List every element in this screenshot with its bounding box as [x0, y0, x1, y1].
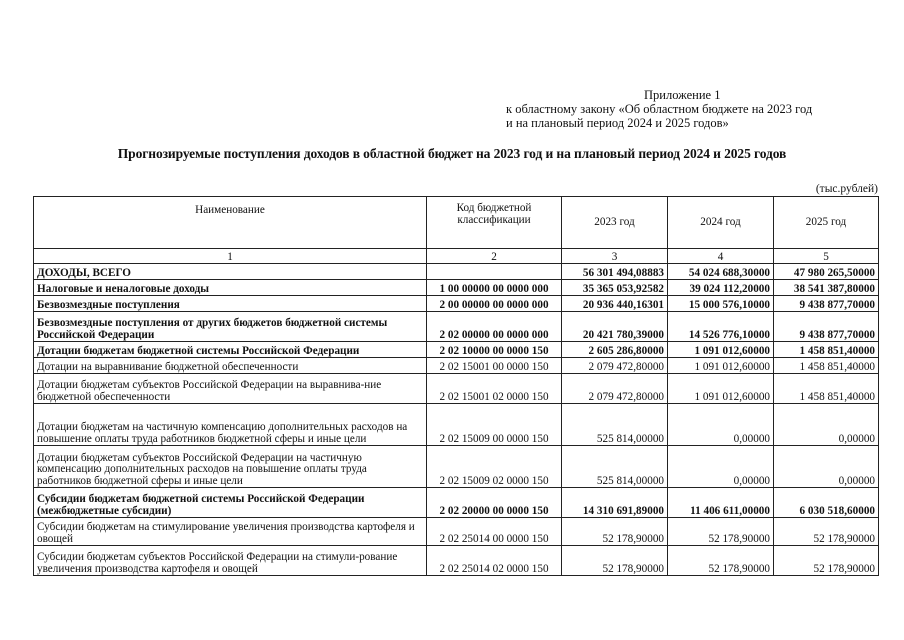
row-name: Безвозмездные поступления от других бюджетов бюджетной системы Российской Федерации: [34, 312, 427, 342]
header-2025: 2025 год: [774, 197, 879, 249]
table-row: [34, 404, 879, 446]
row-2025: 9 438 877,70000: [774, 296, 879, 312]
row-name: Налоговые и неналоговые доходы: [34, 280, 427, 296]
row-name: Дотации бюджетам субъектов Российской Федерации на частичную компенсацию дополнительных расходов на повышение оплаты труда работников бюджетной сферы и иные цели: [34, 446, 427, 488]
row-2023: 52 178,90000: [562, 546, 668, 576]
row-2023: 2 079 472,80000: [562, 358, 668, 374]
table-row: [34, 488, 879, 518]
appendix-note: [500, 88, 890, 130]
row-2023: 14 310 691,89000: [562, 488, 668, 518]
table-row: [34, 358, 879, 374]
row-2023: 35 365 053,92582: [562, 280, 668, 296]
row-2025: 1 458 851,40000: [774, 374, 879, 404]
row-name: Дотации бюджетам бюджетной системы Российской Федерации: [34, 342, 427, 358]
row-code: 2 02 15001 00 0000 150: [427, 358, 562, 374]
row-code: 2 00 00000 00 0000 000: [427, 296, 562, 312]
table-row: [34, 374, 879, 404]
row-2023: 52 178,90000: [562, 518, 668, 546]
row-2024: 1 091 012,60000: [668, 342, 774, 358]
row-2023: 2 079 472,80000: [562, 374, 668, 404]
row-2023: 2 605 286,80000: [562, 342, 668, 358]
row-code: 2 02 10000 00 0000 150: [427, 342, 562, 358]
row-2025: 1 458 851,40000: [774, 358, 879, 374]
table-row: [34, 446, 879, 488]
row-2023: 525 814,00000: [562, 446, 668, 488]
appendix-line-1: Приложение 1: [644, 88, 721, 102]
row-code: 2 02 25014 00 0000 150: [427, 518, 562, 546]
column-number-row: [34, 249, 879, 264]
row-code: 2 02 20000 00 0000 150: [427, 488, 562, 518]
row-code: 2 02 15009 00 0000 150: [427, 404, 562, 446]
header-2023: 2023 год: [562, 197, 668, 249]
document-title: Прогнозируемые поступления доходов в областной бюджет на 2023 год и на плановый период 2024 и 2025 годов: [117, 146, 787, 161]
appendix-line-3: и на плановый период 2024 и 2025 годов»: [506, 116, 729, 130]
row-2025: 1 458 851,40000: [774, 342, 879, 358]
header-code: Код бюджетной классификации: [427, 197, 562, 249]
table-row: [34, 546, 879, 576]
row-2024: 0,00000: [668, 446, 774, 488]
row-2024: 15 000 576,10000: [668, 296, 774, 312]
row-2025: 47 980 265,50000: [774, 264, 879, 280]
table-row: [34, 312, 879, 342]
row-2025: 38 541 387,80000: [774, 280, 879, 296]
header-2024: 2024 год: [668, 197, 774, 249]
row-name: Субсидии бюджетам на стимулирование увеличения производства картофеля и овощей: [34, 518, 427, 546]
row-code: [427, 264, 562, 280]
row-2023: 20 421 780,39000: [562, 312, 668, 342]
row-2025: 0,00000: [774, 446, 879, 488]
row-name: Дотации на выравнивание бюджетной обеспеченности: [34, 358, 427, 374]
row-name: ДОХОДЫ, ВСЕГО: [34, 264, 427, 280]
row-2024: 0,00000: [668, 404, 774, 446]
row-code: 2 02 00000 00 0000 000: [427, 312, 562, 342]
revenue-table: [33, 196, 879, 576]
row-name: Дотации бюджетам субъектов Российской Федерации на выравнива-ние бюджетной обеспеченности: [34, 374, 427, 404]
row-code: 2 02 15009 02 0000 150: [427, 446, 562, 488]
row-2023: 525 814,00000: [562, 404, 668, 446]
row-name: Дотации бюджетам на частичную компенсацию дополнительных расходов на повышение оплаты труда работников бюджетной сферы и иные цели: [34, 404, 427, 446]
row-2024: 1 091 012,60000: [668, 374, 774, 404]
table-row: [34, 342, 879, 358]
row-2024: 11 406 611,00000: [668, 488, 774, 518]
column-number: 1: [34, 249, 427, 264]
row-2025: 52 178,90000: [774, 518, 879, 546]
row-2024: 52 178,90000: [668, 546, 774, 576]
row-name: Субсидии бюджетам бюджетной системы Российской Федерации (межбюджетные субсидии): [34, 488, 427, 518]
column-number: 3: [562, 249, 668, 264]
table-row: [34, 296, 879, 312]
column-number: 5: [774, 249, 879, 264]
units-label: (тыс.рублей): [815, 183, 878, 195]
row-2023: 56 301 494,08883: [562, 264, 668, 280]
row-2024: 54 024 688,30000: [668, 264, 774, 280]
table-row: [34, 518, 879, 546]
column-number: 4: [668, 249, 774, 264]
row-code: 2 02 15001 02 0000 150: [427, 374, 562, 404]
row-2024: 1 091 012,60000: [668, 358, 774, 374]
appendix-line-2: к областному закону «Об областном бюджете на 2023 год: [506, 102, 813, 116]
table-row: [34, 264, 879, 280]
row-code: 2 02 25014 02 0000 150: [427, 546, 562, 576]
row-2025: 6 030 518,60000: [774, 488, 879, 518]
row-2024: 52 178,90000: [668, 518, 774, 546]
row-2025: 0,00000: [774, 404, 879, 446]
table-header-row: [34, 197, 879, 249]
row-name: Субсидии бюджетам субъектов Российской Федерации на стимули-рование увеличения производства картофеля и овощей: [34, 546, 427, 576]
row-name: Безвозмездные поступления: [34, 296, 427, 312]
row-code: 1 00 00000 00 0000 000: [427, 280, 562, 296]
header-name: Наименование: [34, 197, 427, 249]
row-2024: 39 024 112,20000: [668, 280, 774, 296]
column-number: 2: [427, 249, 562, 264]
table-row: [34, 280, 879, 296]
row-2025: 9 438 877,70000: [774, 312, 879, 342]
row-2023: 20 936 440,16301: [562, 296, 668, 312]
row-2024: 14 526 776,10000: [668, 312, 774, 342]
row-2025: 52 178,90000: [774, 546, 879, 576]
